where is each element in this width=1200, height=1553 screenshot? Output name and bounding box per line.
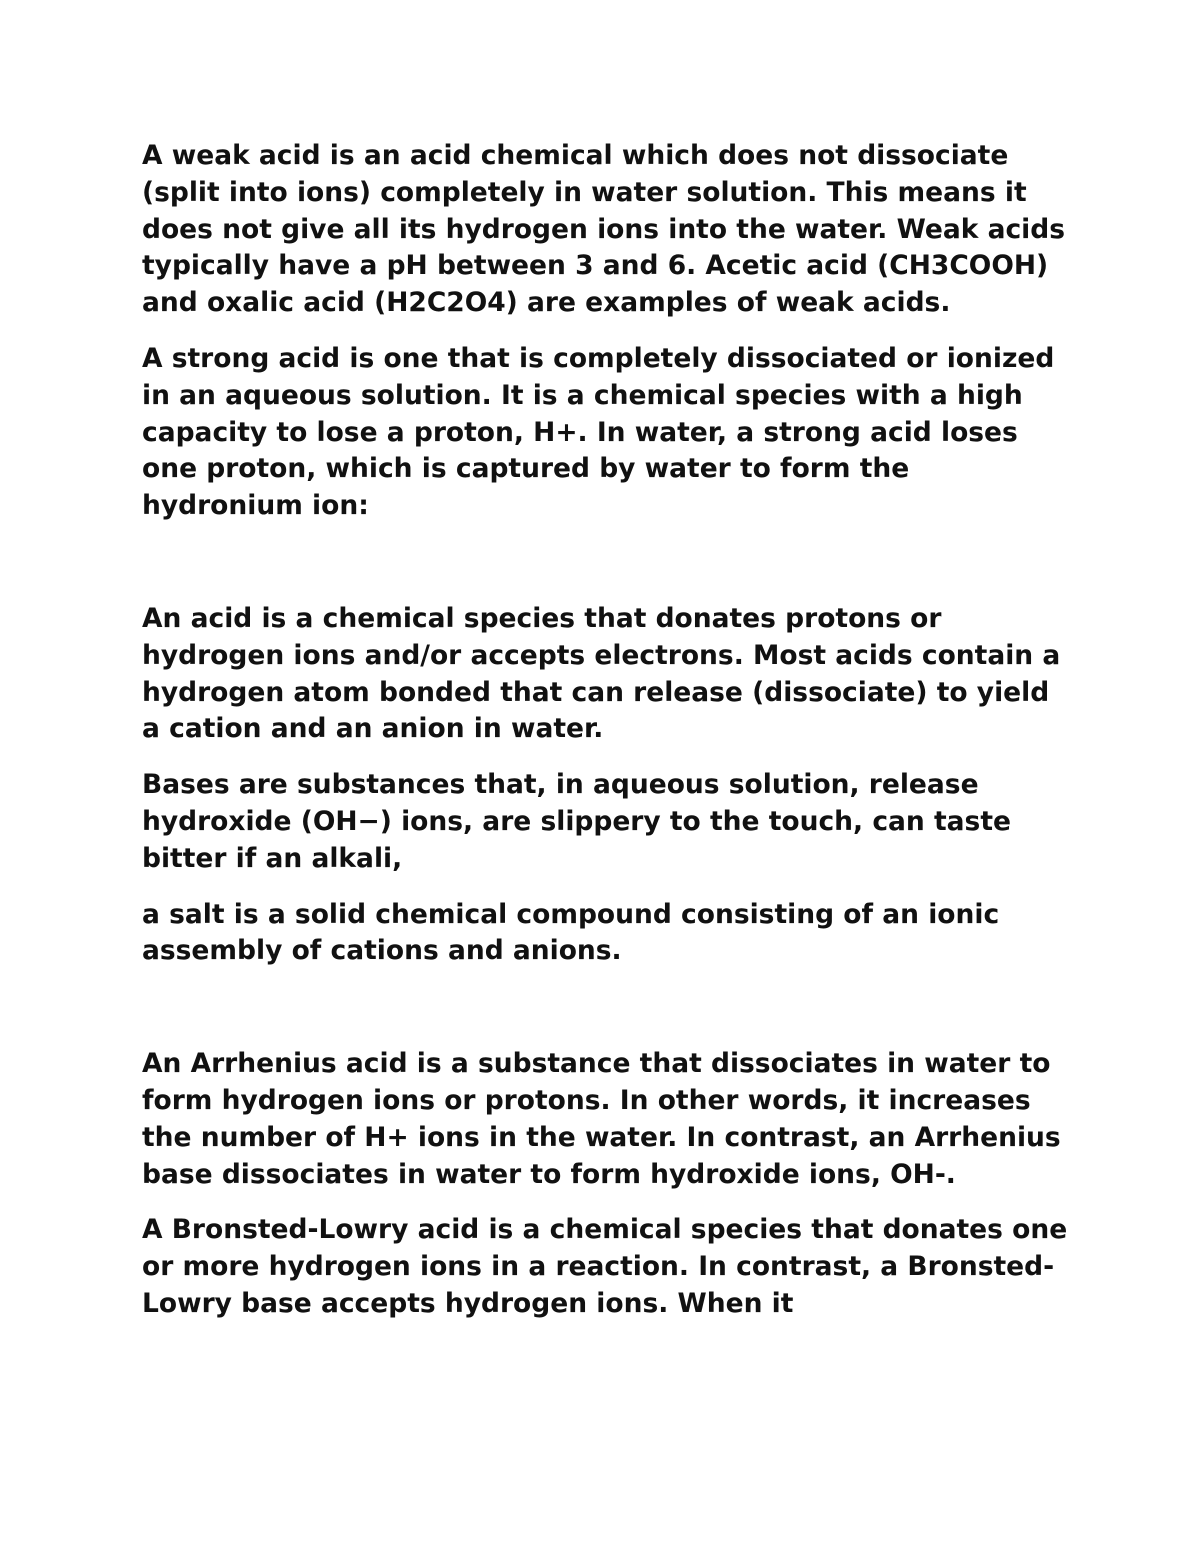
paragraph-salt: a salt is a solid chemical compound consisting of an ionic assembly of cations and anions. bbox=[142, 898, 1000, 967]
paragraph-bases: Bases are substances that, in aqueous solution, release hydroxide (OH−) ions, are slippery to the touch, can taste bitter if an alkali, bbox=[142, 769, 1011, 874]
paragraph-arrhenius: An Arrhenius acid is a substance that dissociates in water to form hydrogen ions or protons. In other words, it increases the number of H+ ions in the water. In contrast, an Arrhenius base dissociates in water to form hydroxide ions, OH-. bbox=[142, 1048, 1061, 1190]
blank-line bbox=[142, 544, 1072, 601]
document-body bbox=[142, 138, 1072, 1342]
paragraph-bronsted-lowry: A Bronsted-Lowry acid is a chemical species that donates one or more hydrogen ions in a reaction. In contrast, a Bronsted-Lowry base accepts hydrogen ions. When it bbox=[142, 1214, 1068, 1319]
blank-line bbox=[142, 989, 1072, 1046]
paragraph-acid-definition: An acid is a chemical species that donates protons or hydrogen ions and/or accepts electrons. Most acids contain a hydrogen atom bonded that can release (dissociate) to yield a cation and an anion in water. bbox=[142, 602, 1061, 745]
paragraph-weak-acid: A weak acid is an acid chemical which does not dissociate (split into ions) completely in water solution. This means it does not give all its hydrogen ions into the water. Weak acids typically have a pH between 3 and 6. Acetic acid (CH3COOH) and oxalic acid (H2C2O4) are examples of weak acids. bbox=[142, 140, 1066, 319]
paragraph-strong-acid: A strong acid is one that is completely dissociated or ionized in an aqueous solution. It is a chemical species with a high capacity to lose a proton, H+. In water, a strong acid loses one proton, which is captured by water to form the hydronium ion: bbox=[142, 342, 1055, 522]
